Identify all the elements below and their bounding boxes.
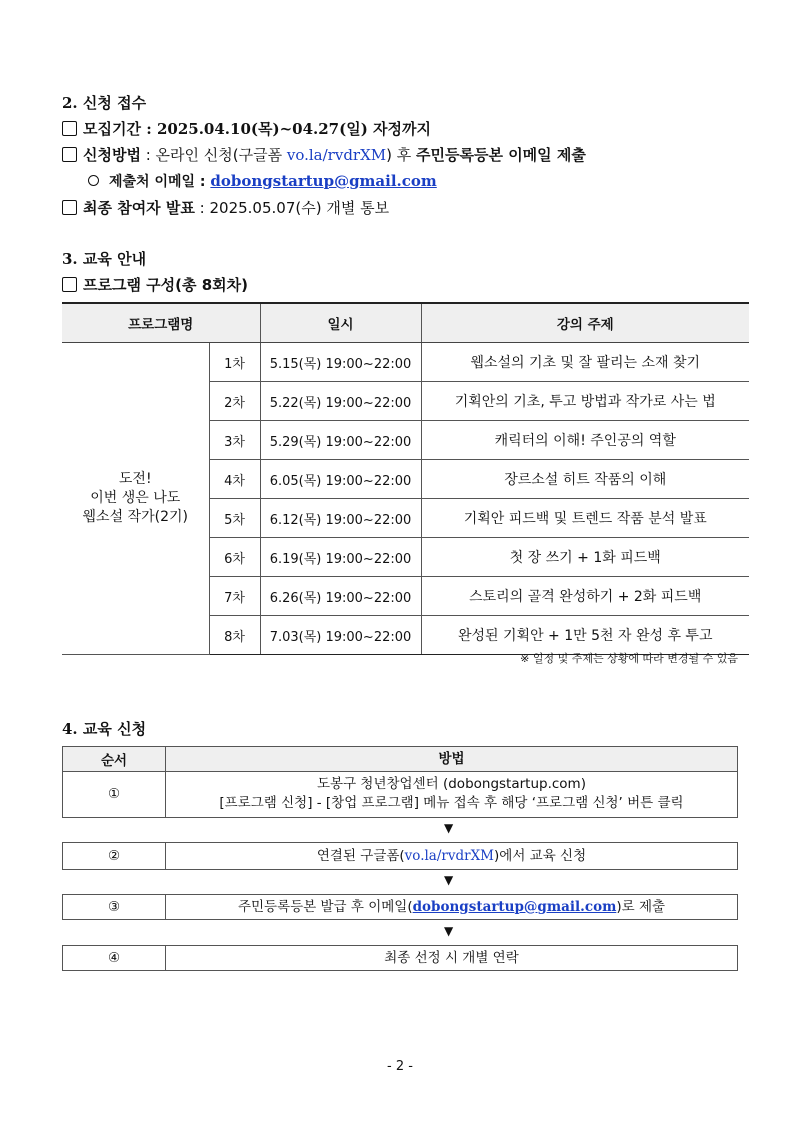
circle-bullet-icon — [88, 175, 99, 186]
session-cell: 3차 — [209, 421, 260, 460]
topic-cell: 캐릭터의 이해! 주인공의 역할 — [421, 421, 749, 460]
program-subtitle: 프로그램 구성(총 8회차) — [83, 276, 249, 294]
session-cell: 8차 — [209, 616, 260, 655]
step-number: ② — [63, 843, 166, 869]
schedule-table — [62, 302, 749, 655]
step-number: ③ — [63, 895, 166, 919]
period-value: : 2025.04.10(목)~04.27(일) 자정까지 — [140, 120, 431, 138]
step-description — [166, 843, 737, 869]
recruit-period-line — [62, 118, 431, 139]
method-url[interactable]: vo.la/rvdrXM — [286, 146, 387, 164]
step3-post: )로 제출 — [616, 898, 666, 915]
topic-cell: 장르소설 히트 작품의 이해 — [421, 460, 749, 499]
apply-table-header — [62, 746, 738, 772]
email-line — [88, 171, 437, 191]
topic-cell: 기획안의 기초, 투고 방법과 작가로 사는 법 — [421, 382, 749, 421]
topic-cell: 완성된 기획안 + 1만 5천 자 완성 후 투고 — [421, 616, 749, 655]
step1-line2: [프로그램 신청] - [창업 프로그램] 메뉴 접속 후 해당 ‘프로그램 신청’ 버튼 클릭 — [219, 795, 684, 811]
date-cell: 5.15(목) 19:00~22:00 — [260, 343, 421, 382]
topic-cell: 첫 장 쓰기 + 1화 피드백 — [421, 538, 749, 577]
step-description: 최종 선정 시 개별 연락 — [384, 949, 519, 966]
step2-url[interactable]: vo.la/rvdrXM — [404, 847, 495, 864]
session-cell: 6차 — [209, 538, 260, 577]
step-number: ① — [63, 771, 166, 817]
apply-step-1 — [62, 771, 738, 818]
program-subtitle-line — [62, 274, 248, 295]
apply-step-3 — [62, 894, 738, 920]
session-cell: 2차 — [209, 382, 260, 421]
checkbox-icon — [62, 277, 77, 292]
schedule-note: ※ 일정 및 주제는 상황에 따라 변경될 수 있음 — [520, 652, 738, 665]
header-program-name: 프로그램명 — [62, 303, 260, 343]
announce-value: : 2025.05.07(수) 개별 통보 — [194, 199, 390, 217]
header-method: 방법 — [438, 750, 465, 767]
section3-title: 3. 교육 안내 — [62, 250, 147, 268]
method-bold: 주민등록등본 이메일 제출 — [416, 146, 586, 164]
header-order: 순서 — [63, 747, 166, 771]
table-row — [62, 343, 749, 382]
checkbox-icon — [62, 147, 77, 162]
header-topic: 강의 주제 — [421, 303, 749, 343]
date-cell: 6.19(목) 19:00~22:00 — [260, 538, 421, 577]
email-label: 제출처 이메일 : — [109, 174, 211, 190]
step1-line1: 도봉구 청년창업센터 (dobongstartup.com) — [317, 776, 586, 792]
session-cell: 7차 — [209, 577, 260, 616]
program-name-line: 웹소설 작가(2기) — [82, 509, 188, 525]
step2-pre: 연결된 구글폼( — [316, 847, 405, 864]
checkbox-icon — [62, 121, 77, 136]
session-cell: 5차 — [209, 499, 260, 538]
session-cell: 4차 — [209, 460, 260, 499]
announce-label: 최종 참여자 발표 — [83, 199, 195, 217]
date-cell: 6.12(목) 19:00~22:00 — [260, 499, 421, 538]
method-label: 신청방법 — [83, 146, 141, 164]
email-link[interactable]: dobongstartup@gmail.com — [210, 172, 437, 190]
down-arrow-icon: ▼ — [444, 873, 454, 887]
topic-cell: 웹소설의 기초 및 잘 팔리는 소재 찾기 — [421, 343, 749, 382]
apply-step-2 — [62, 842, 738, 870]
page-number: - 2 - — [387, 1059, 413, 1074]
method-mid: ) 후 — [386, 146, 417, 164]
date-cell: 6.05(목) 19:00~22:00 — [260, 460, 421, 499]
table-header-row — [62, 303, 749, 343]
header-datetime: 일시 — [260, 303, 421, 343]
section2-title: 2. 신청 접수 — [62, 94, 147, 112]
down-arrow-icon: ▼ — [444, 924, 454, 938]
date-cell: 7.03(목) 19:00~22:00 — [260, 616, 421, 655]
date-cell: 5.22(목) 19:00~22:00 — [260, 382, 421, 421]
section4-title: 4. 교육 신청 — [62, 720, 147, 738]
step-description — [166, 771, 737, 817]
date-cell: 6.26(목) 19:00~22:00 — [260, 577, 421, 616]
step2-post: )에서 교육 신청 — [494, 847, 587, 864]
program-name-line: 도전! — [118, 471, 152, 487]
topic-cell: 스토리의 골격 완성하기 + 2화 피드백 — [421, 577, 749, 616]
apply-method-line — [62, 144, 586, 165]
step3-email-link[interactable]: dobongstartup@gmail.com — [412, 898, 617, 915]
step3-pre: 주민등록등본 발급 후 이메일( — [237, 898, 413, 915]
program-name-line: 이번 생은 나도 — [90, 490, 181, 506]
session-cell: 1차 — [209, 343, 260, 382]
step-description — [166, 895, 737, 919]
period-label: 모집기간 — [83, 120, 141, 138]
step-number: ④ — [63, 946, 166, 970]
checkbox-icon — [62, 200, 77, 215]
date-cell: 5.29(목) 19:00~22:00 — [260, 421, 421, 460]
topic-cell: 기획안 피드백 및 트렌드 작품 분석 발표 — [421, 499, 749, 538]
program-name-cell — [62, 343, 209, 655]
apply-step-4 — [62, 945, 738, 971]
down-arrow-icon: ▼ — [444, 821, 454, 835]
announce-line — [62, 197, 389, 218]
method-pre: : 온라인 신청(구글폼 — [140, 146, 287, 164]
